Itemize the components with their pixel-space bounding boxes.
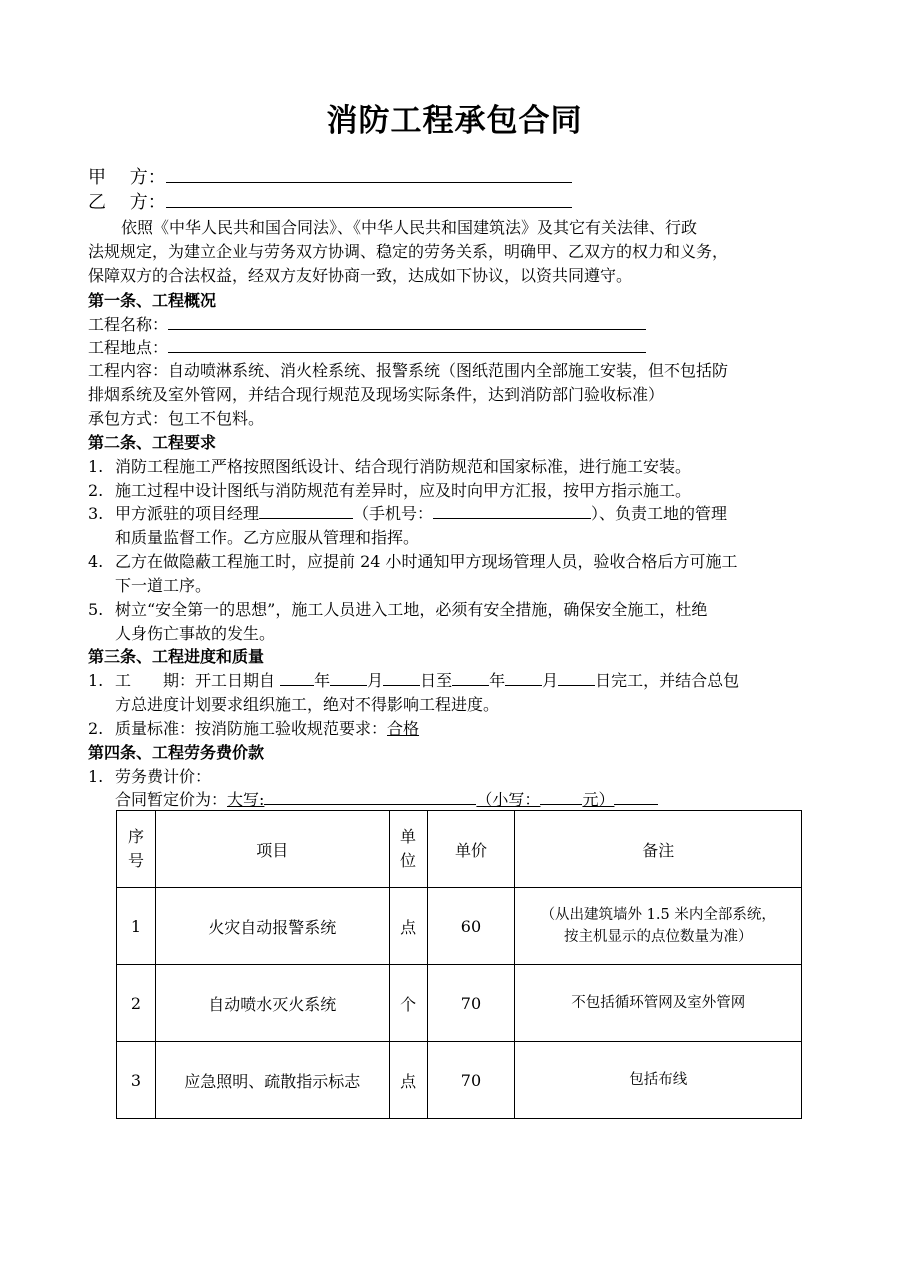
project-name-blank[interactable] bbox=[168, 313, 646, 330]
req-item-4-text: 乙方在做隐蔽工程施工时，应提前 24 小时通知甲方现场管理人员，验收合格后方可施工 bbox=[115, 552, 738, 571]
req-item-2-text: 施工过程中设计图纸与消防规范有差异时，应及时向甲方汇报，按甲方指示施工。 bbox=[115, 481, 692, 500]
article-3-heading: 第三条、工程进度和质量 bbox=[88, 647, 265, 666]
party-a-label: 甲 方： bbox=[88, 167, 166, 188]
req-item-3-text-c: ）、负责工地的管理 bbox=[591, 504, 728, 523]
article-2-heading: 第二条、工程要求 bbox=[88, 433, 217, 452]
intro-line-2: 法规规定，为建立企业与劳务双方协调、稳定的劳务关系，明确甲、乙双方的权力和义务， bbox=[88, 242, 729, 261]
row-2-note: 不包括循环管网及室外管网 bbox=[515, 965, 802, 1042]
start-month-blank[interactable] bbox=[330, 669, 367, 686]
schedule-item-1-cont: 方总进度计划要求组织施工，绝对不得影响工程进度。 bbox=[115, 695, 500, 714]
project-content-line-1: 工程内容：自动喷淋系统、消火栓系统、报警系统（图纸范围内全部施工安装，但不包括防 bbox=[88, 361, 729, 380]
req-item-2 bbox=[88, 479, 691, 502]
start-month-label: 月 bbox=[367, 671, 384, 690]
quality-label: 质量标准：按消防施工验收规范要求： bbox=[115, 719, 388, 738]
end-month-label: 月 bbox=[542, 671, 559, 690]
req-item-3-cont: 和质量监督工作。乙方应服从管理和指挥。 bbox=[115, 528, 420, 547]
fee-item-1 bbox=[88, 765, 211, 788]
req-item-5 bbox=[88, 598, 707, 621]
table-row bbox=[117, 965, 802, 1042]
req-item-5-num: 5. bbox=[88, 600, 104, 619]
project-name-label: 工程名称： bbox=[88, 315, 169, 334]
row-3-price: 70 bbox=[427, 1042, 515, 1119]
project-content-line-2: 排烟系统及室外管网，并结合现行规范及现场实际条件，达到消防部门验收标准） bbox=[88, 385, 665, 404]
header-item: 项目 bbox=[155, 811, 389, 888]
article-4-heading: 第四条、工程劳务费价款 bbox=[88, 743, 265, 762]
req-item-3-text-a: 甲方派驻的项目经理 bbox=[115, 504, 260, 523]
party-b-line bbox=[88, 191, 572, 214]
row-2-price: 70 bbox=[427, 965, 515, 1042]
page-title: 消防工程承包合同 bbox=[326, 103, 583, 139]
price-tail-blank bbox=[614, 788, 658, 805]
req-item-2-num: 2. bbox=[88, 481, 104, 500]
end-month-blank[interactable] bbox=[505, 669, 542, 686]
party-b-blank[interactable] bbox=[166, 191, 572, 208]
fee-item-1-text: 劳务费计价： bbox=[115, 767, 212, 786]
table-row bbox=[117, 1042, 802, 1119]
req-item-3 bbox=[88, 502, 727, 525]
price-lower-blank[interactable] bbox=[540, 788, 582, 805]
fee-item-1-num: 1. bbox=[88, 767, 104, 786]
party-a-line bbox=[88, 166, 572, 189]
req-item-4 bbox=[88, 550, 738, 573]
req-item-4-cont: 下一道工序。 bbox=[115, 576, 212, 595]
row-1-note-line-1: （从出建筑墙外 1.5 米内全部系统， bbox=[540, 907, 776, 923]
party-b-label: 乙 方： bbox=[88, 192, 166, 213]
start-year-label: 年 bbox=[314, 671, 331, 690]
quality-item bbox=[88, 717, 419, 740]
req-item-1-text: 消防工程施工严格按照图纸设计、结合现行消防规范和国家标准，进行施工安装。 bbox=[115, 457, 692, 476]
row-1-item: 火灾自动报警系统 bbox=[155, 888, 389, 965]
row-3-unit: 点 bbox=[389, 1042, 427, 1119]
contract-price-label: 合同暂定价为： bbox=[115, 790, 228, 809]
price-upper-blank[interactable] bbox=[264, 788, 476, 805]
contract-method: 承包方式：包工不包料。 bbox=[88, 409, 265, 428]
req-item-1-num: 1. bbox=[88, 457, 104, 476]
contract-price-line bbox=[115, 788, 658, 811]
table-header-row bbox=[117, 811, 802, 888]
row-1-price: 60 bbox=[427, 888, 515, 965]
start-day-blank[interactable] bbox=[383, 669, 420, 686]
phone-blank[interactable] bbox=[433, 502, 591, 519]
project-site-line bbox=[88, 336, 646, 359]
header-no: 序号 bbox=[117, 811, 156, 888]
end-year-label: 年 bbox=[489, 671, 506, 690]
price-upper-label: 大写: bbox=[227, 790, 265, 809]
row-2-item: 自动喷水灭火系统 bbox=[155, 965, 389, 1042]
header-unit: 单位 bbox=[389, 811, 427, 888]
row-3-no: 3 bbox=[117, 1042, 156, 1119]
end-day-blank[interactable] bbox=[558, 669, 595, 686]
price-lower-label: （小写： bbox=[476, 790, 541, 809]
end-year-blank[interactable] bbox=[452, 669, 489, 686]
project-site-blank[interactable] bbox=[168, 336, 646, 353]
header-price: 单价 bbox=[427, 811, 515, 888]
project-site-label: 工程地点： bbox=[88, 338, 169, 357]
fee-table bbox=[116, 810, 802, 1119]
party-a-blank[interactable] bbox=[166, 166, 572, 183]
row-2-no: 2 bbox=[117, 965, 156, 1042]
row-1-note-line-2: 按主机显示的点位数量为准） bbox=[563, 929, 753, 945]
schedule-item-1 bbox=[88, 669, 739, 692]
row-3-note: 包括布线 bbox=[515, 1042, 802, 1119]
quality-value: 合格 bbox=[387, 719, 420, 738]
req-item-1 bbox=[88, 455, 691, 478]
intro-line-3: 保障双方的合法权益，经双方友好协商一致，达成如下协议，以资共同遵守。 bbox=[88, 266, 633, 285]
row-3-item: 应急照明、疏散指示标志 bbox=[155, 1042, 389, 1119]
req-item-5-cont: 人身伤亡事故的发生。 bbox=[115, 624, 276, 643]
req-item-4-num: 4. bbox=[88, 552, 104, 571]
row-2-unit: 个 bbox=[389, 965, 427, 1042]
row-1-unit: 点 bbox=[389, 888, 427, 965]
req-item-3-num: 3. bbox=[88, 504, 104, 523]
quality-item-num: 2. bbox=[88, 719, 104, 738]
intro-line-1: 依照《中华人民共和国合同法》、《中华人民共和国建筑法》及其它有关法律、行政 bbox=[121, 218, 698, 237]
start-to-label: 日至 bbox=[420, 671, 453, 690]
header-note: 备注 bbox=[515, 811, 802, 888]
manager-blank[interactable] bbox=[259, 502, 353, 519]
row-1-no: 1 bbox=[117, 888, 156, 965]
article-1-heading: 第一条、工程概况 bbox=[88, 291, 217, 310]
row-1-note bbox=[515, 888, 802, 965]
req-item-3-text-b: （手机号： bbox=[353, 504, 434, 523]
req-item-5-text: 树立“安全第一的思想”，施工人员进入工地，必须有安全措施，确保安全施工，杜绝 bbox=[115, 600, 708, 619]
end-day-label: 日完工，并结合总包 bbox=[595, 671, 740, 690]
project-name-line bbox=[88, 313, 646, 336]
schedule-start-label: 工 期：开工日期自 bbox=[115, 671, 281, 690]
table-row bbox=[117, 888, 802, 965]
price-lower-unit: 元） bbox=[582, 790, 615, 809]
schedule-item-1-num: 1. bbox=[88, 671, 104, 690]
start-year-blank[interactable] bbox=[280, 669, 314, 686]
